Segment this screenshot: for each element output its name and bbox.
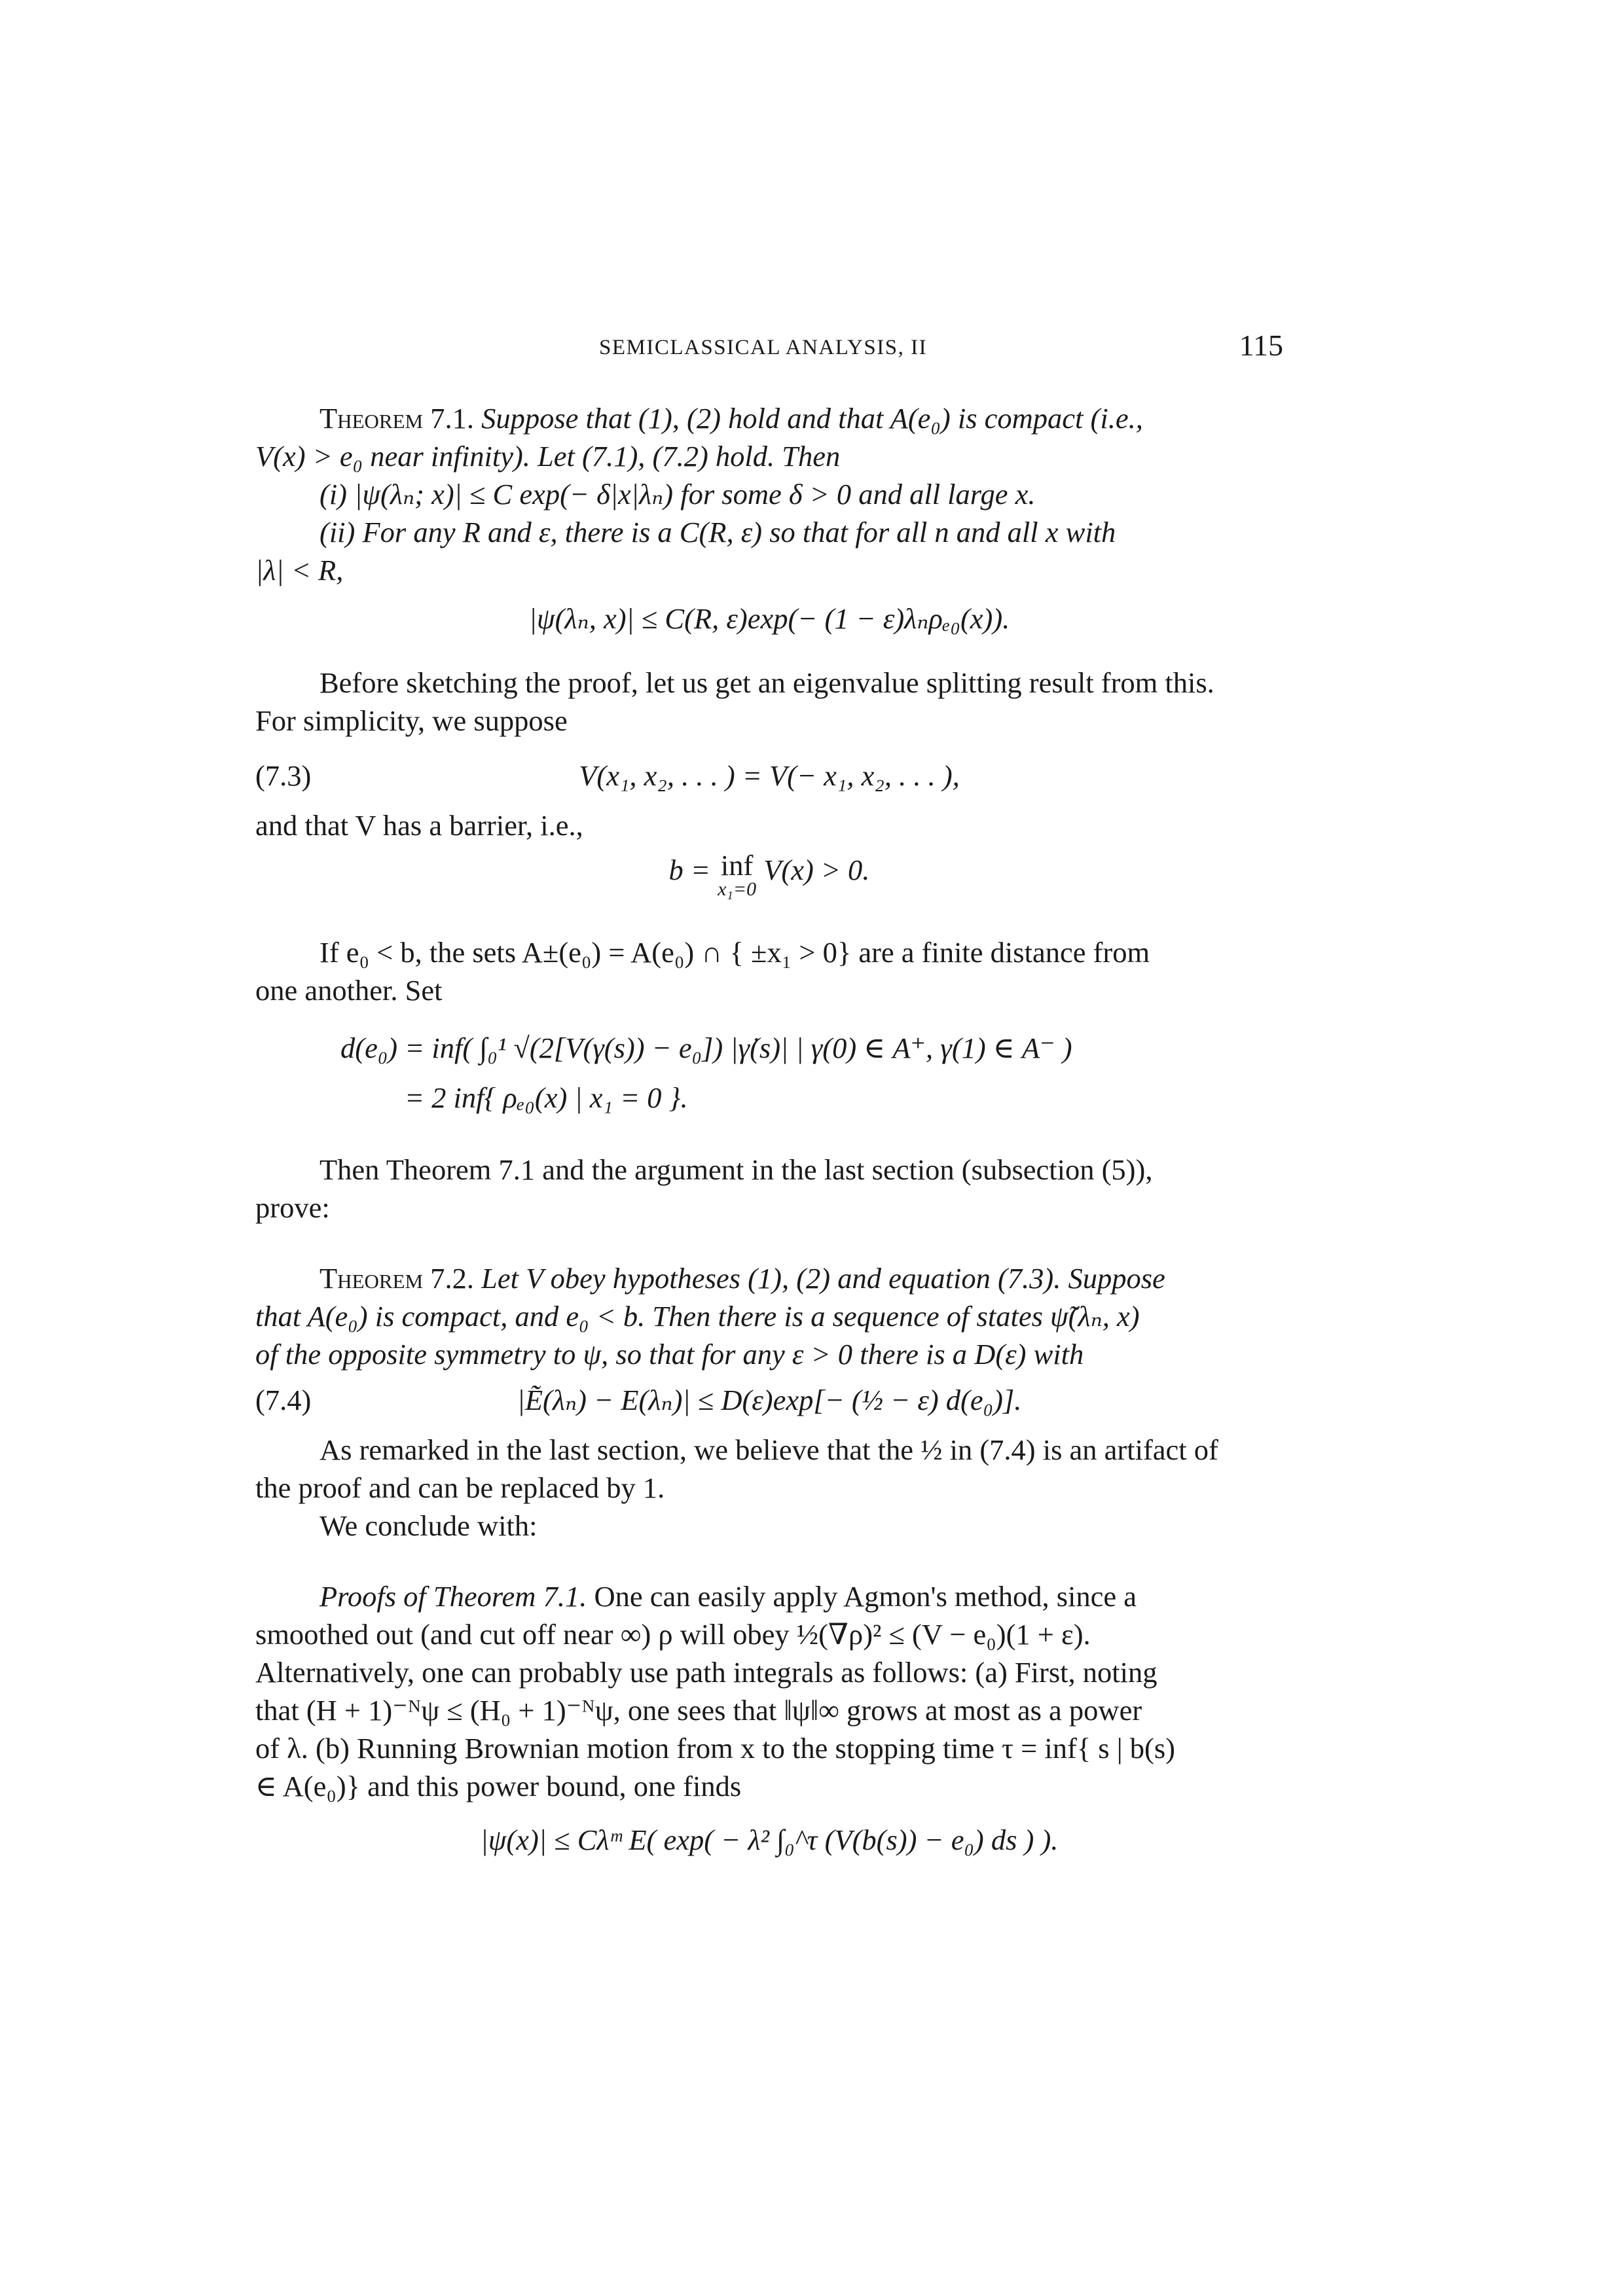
theorem-7-1-label: Theorem 7.1. [319, 402, 474, 435]
equation-7-3-content: V(x₁, x₂, . . . ) = V(− x₁, x₂, . . . ), [579, 759, 960, 792]
running-title: SEMICLASSICAL ANALYSIS, II [599, 336, 928, 359]
barrier-text [255, 806, 1283, 844]
d-definition-line1 [340, 1029, 1283, 1067]
barrier-eq-rhs: V(x) > 0. [763, 853, 870, 886]
equation-7-3-number: (7.3) [255, 759, 312, 792]
theorem-7-2-label: Theorem 7.2. [319, 1262, 474, 1295]
item-ii-line1: (ii) For any R and ε, there is a C(R, ε) so that for all n and all x with [319, 516, 1116, 548]
equation-7-3 [255, 757, 1283, 795]
d-def-line1-text: d(e₀) = inf( ∫₀¹ √(2[V(γ(s)) − e₀]) |γ̇(s)| | γ(0) ∈ A⁺, γ(1) ∈ A⁻ ) [340, 1031, 1072, 1064]
proof-theorem-7-1 [255, 1577, 1283, 1805]
proof-label: Proofs of Theorem 7.1. [319, 1580, 587, 1613]
proof-line3: Alternatively, one can probably use path integrals as follows: (a) First, noting [255, 1656, 1158, 1689]
proof-line6: ∈ A(e₀)} and this power bound, one finds [255, 1770, 742, 1803]
theorem-7-1 [255, 399, 1283, 475]
paragraph-sets [255, 933, 1283, 1009]
theorem-7-1-item-i [255, 475, 1283, 513]
proof-line4: that (H + 1)⁻ᴺψ ≤ (H₀ + 1)⁻ᴺψ, one sees that ‖ψ‖∞ grows at most as a power [255, 1694, 1142, 1727]
theorem-7-1-line2: V(x) > e₀ near infinity). Let (7.1), (7.2) hold. Then [255, 440, 841, 473]
remark-line3: We conclude with: [319, 1509, 538, 1542]
paragraph-before-sketch [255, 664, 1283, 740]
theorem-7-1-display-equation [255, 600, 1283, 637]
remark-line1: As remarked in the last section, we believe that the ½ in (7.4) is an artifact of [319, 1433, 1218, 1466]
barrier-equation [255, 851, 1283, 899]
theorem-7-1-item-ii-cont [255, 551, 1283, 589]
proof-line2: smoothed out (and cut off near ∞) ρ will obey ½(∇ρ)² ≤ (V − e₀)(1 + ε). [255, 1618, 1091, 1651]
running-header [255, 331, 1283, 370]
theorem-7-1-line1: Suppose that (1), (2) hold and that A(e₀) is compact (i.e., [481, 402, 1143, 435]
paragraph-remark [255, 1431, 1283, 1507]
inf-operator: inf [720, 849, 754, 882]
barrier-eq-lhs: b = [668, 853, 710, 886]
para-sets-line2: one another. Set [255, 974, 443, 1007]
para-sets-line1: If e₀ < b, the sets A±(e₀) = A(e₀) ∩ { ±x₁ > 0} are a finite distance from [319, 936, 1150, 969]
page-body [255, 399, 1283, 1871]
barrier-eq-inf [718, 851, 756, 899]
paragraph-then [255, 1151, 1283, 1227]
para-then-line2: prove: [255, 1191, 330, 1224]
proof-display-eq-text: |ψ(x)| ≤ Cλᵐ E( exp( − λ² ∫₀^τ (V(b(s)) − e₀) ds ) ). [480, 1823, 1059, 1856]
remark-line2: the proof and can be replaced by 1. [255, 1471, 665, 1504]
d-def-line2-text: = 2 inf{ ρₑ₀(x) | x₁ = 0 }. [405, 1081, 688, 1114]
barrier-sentence: and that V has a barrier, i.e., [255, 809, 583, 842]
para-before-line2: For simplicity, we suppose [255, 704, 568, 737]
proof-line5: of λ. (b) Running Brownian motion from x to the stopping time τ = inf{ s | b(s) [255, 1732, 1175, 1765]
page-number: 115 [1239, 329, 1283, 362]
display-eq-text: |ψ(λₙ, x)| ≤ C(R, ε)exp(− (1 − ε)λₙρₑ₀(x)). [528, 602, 1010, 635]
para-then-line1: Then Theorem 7.1 and the argument in the last section (subsection (5)), [319, 1153, 1153, 1186]
item-i-text: (i) |ψ(λₙ; x)| ≤ C exp(− δ|x|λₙ) for some δ > 0 and all large x. [319, 478, 1036, 511]
theorem-7-1-item-ii [255, 513, 1283, 551]
theorem-7-2 [255, 1259, 1283, 1373]
para-before-line1: Before sketching the proof, let us get an eigenvalue splitting result from this. [319, 666, 1214, 699]
paragraph-conclude [255, 1507, 1283, 1545]
proof-display-equation [255, 1821, 1283, 1859]
d-definition-line2 [405, 1079, 1283, 1117]
equation-7-4-number: (7.4) [255, 1384, 312, 1416]
equation-7-4-content: |Ẽ(λₙ) − E(λₙ)| ≤ D(ε)exp[− (½ − ε) d(e₀)]. [517, 1384, 1022, 1416]
theorem-7-2-line2: that A(e₀) is compact, and e₀ < b. Then there is a sequence of states ψ̃(λₙ, x) [255, 1300, 1140, 1333]
theorem-7-2-line1: Let V obey hypotheses (1), (2) and equation (7.3). Suppose [481, 1262, 1165, 1295]
theorem-7-2-line3: of the opposite symmetry to ψ, so that for any ε > 0 there is a D(ε) with [255, 1338, 1084, 1371]
proof-line1: One can easily apply Agmon's method, since a [594, 1580, 1137, 1613]
item-ii-line2: |λ| < R, [255, 554, 344, 586]
equation-7-4 [255, 1381, 1283, 1419]
inf-subscript: x₁=0 [718, 878, 757, 900]
